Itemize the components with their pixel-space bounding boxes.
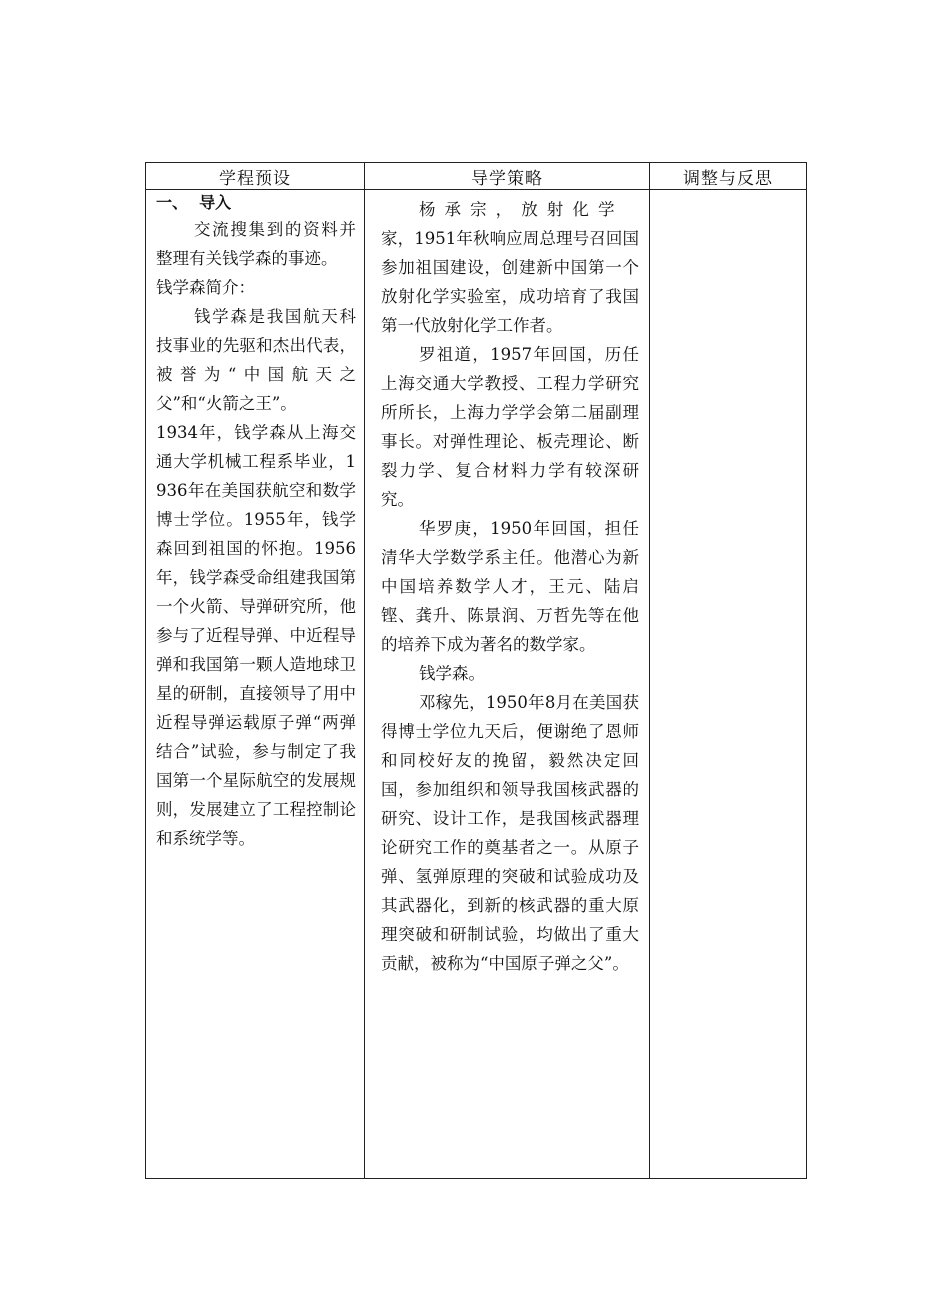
guidance-strategy-cell	[365, 190, 650, 1179]
yang-chengzong-name-line: 杨承宗，放射化学	[418, 200, 624, 219]
lesson-plan-table	[145, 162, 807, 1179]
intro-paragraph: 交流搜集到的资料并整理有关钱学森的事迹。	[156, 220, 356, 268]
section-heading: 一、 导入	[156, 193, 232, 212]
hua-luogeng-paragraph: 华罗庚，1950年回国，担任清华大学数学系主任。他潜心为新中国培养数学人才，王元、陆启铿、龚升、陈景润、万哲先等在他的培养下成为著名的数学家。	[381, 519, 639, 654]
header-guidance-strategy: 导学策略	[365, 163, 650, 190]
yang-chengzong-paragraph: 家，1951年秋响应周总理号召回国参加祖国建设，创建新中国第一个放射化学实验室，成功培育了我国第一代放射化学工作者。	[381, 229, 639, 335]
course-preset-cell	[146, 190, 365, 1179]
content-row	[146, 190, 807, 1179]
header-row	[146, 163, 807, 190]
profile-label: 钱学森简介：	[156, 278, 255, 297]
adjustment-reflection-cell	[650, 190, 807, 1179]
luo-zudao-paragraph: 罗祖道，1957年回国，历任上海交通大学教授、工程力学研究所所长，上海力学学会第二届副理事长。对弹性理论、板壳理论、断裂力学、复合材料力学有较深研究。	[381, 345, 639, 509]
deng-jiaxian-paragraph: 邓稼先，1950年8月在美国获得博士学位九天后，便谢绝了恩师和同校好友的挽留，毅然决定回国，参加组织和领导我国核武器的研究、设计工作，是我国核武器理论研究工作的奠基者之一。从原子弹、氢弹原理的突破和试验成功及其武器化，到新的核武器的重大原理突破和研制试验，均做出了重大贡献，被称为“中国原子弹之父”。	[381, 693, 639, 973]
header-adjustment-reflection: 调整与反思	[650, 163, 807, 190]
biography-paragraph: 1934年，钱学森从上海交通大学机械工程系毕业，1936年在美国获航空和数学博士学位。1955年，钱学森回到祖国的怀抱。1956年，钱学森受命组建我国第一个火箭、导弹研究所，他参与了近程导弹、中近程导弹和我国第一颗人造地球卫星的研制，直接领导了用中近程导弹运载原子弹“两弹结合”试验，参与制定了我国第一个星际航空的发展规则，发展建立了工程控制论和系统学等。	[156, 423, 356, 848]
profile-paragraph: 钱学森是我国航天科技事业的先驱和杰出代表，被誉为“中国航天之父”和“火箭之王”。	[156, 307, 356, 413]
header-course-preset: 学程预设	[146, 163, 365, 190]
qian-xuesen-line: 钱学森。	[418, 664, 485, 683]
